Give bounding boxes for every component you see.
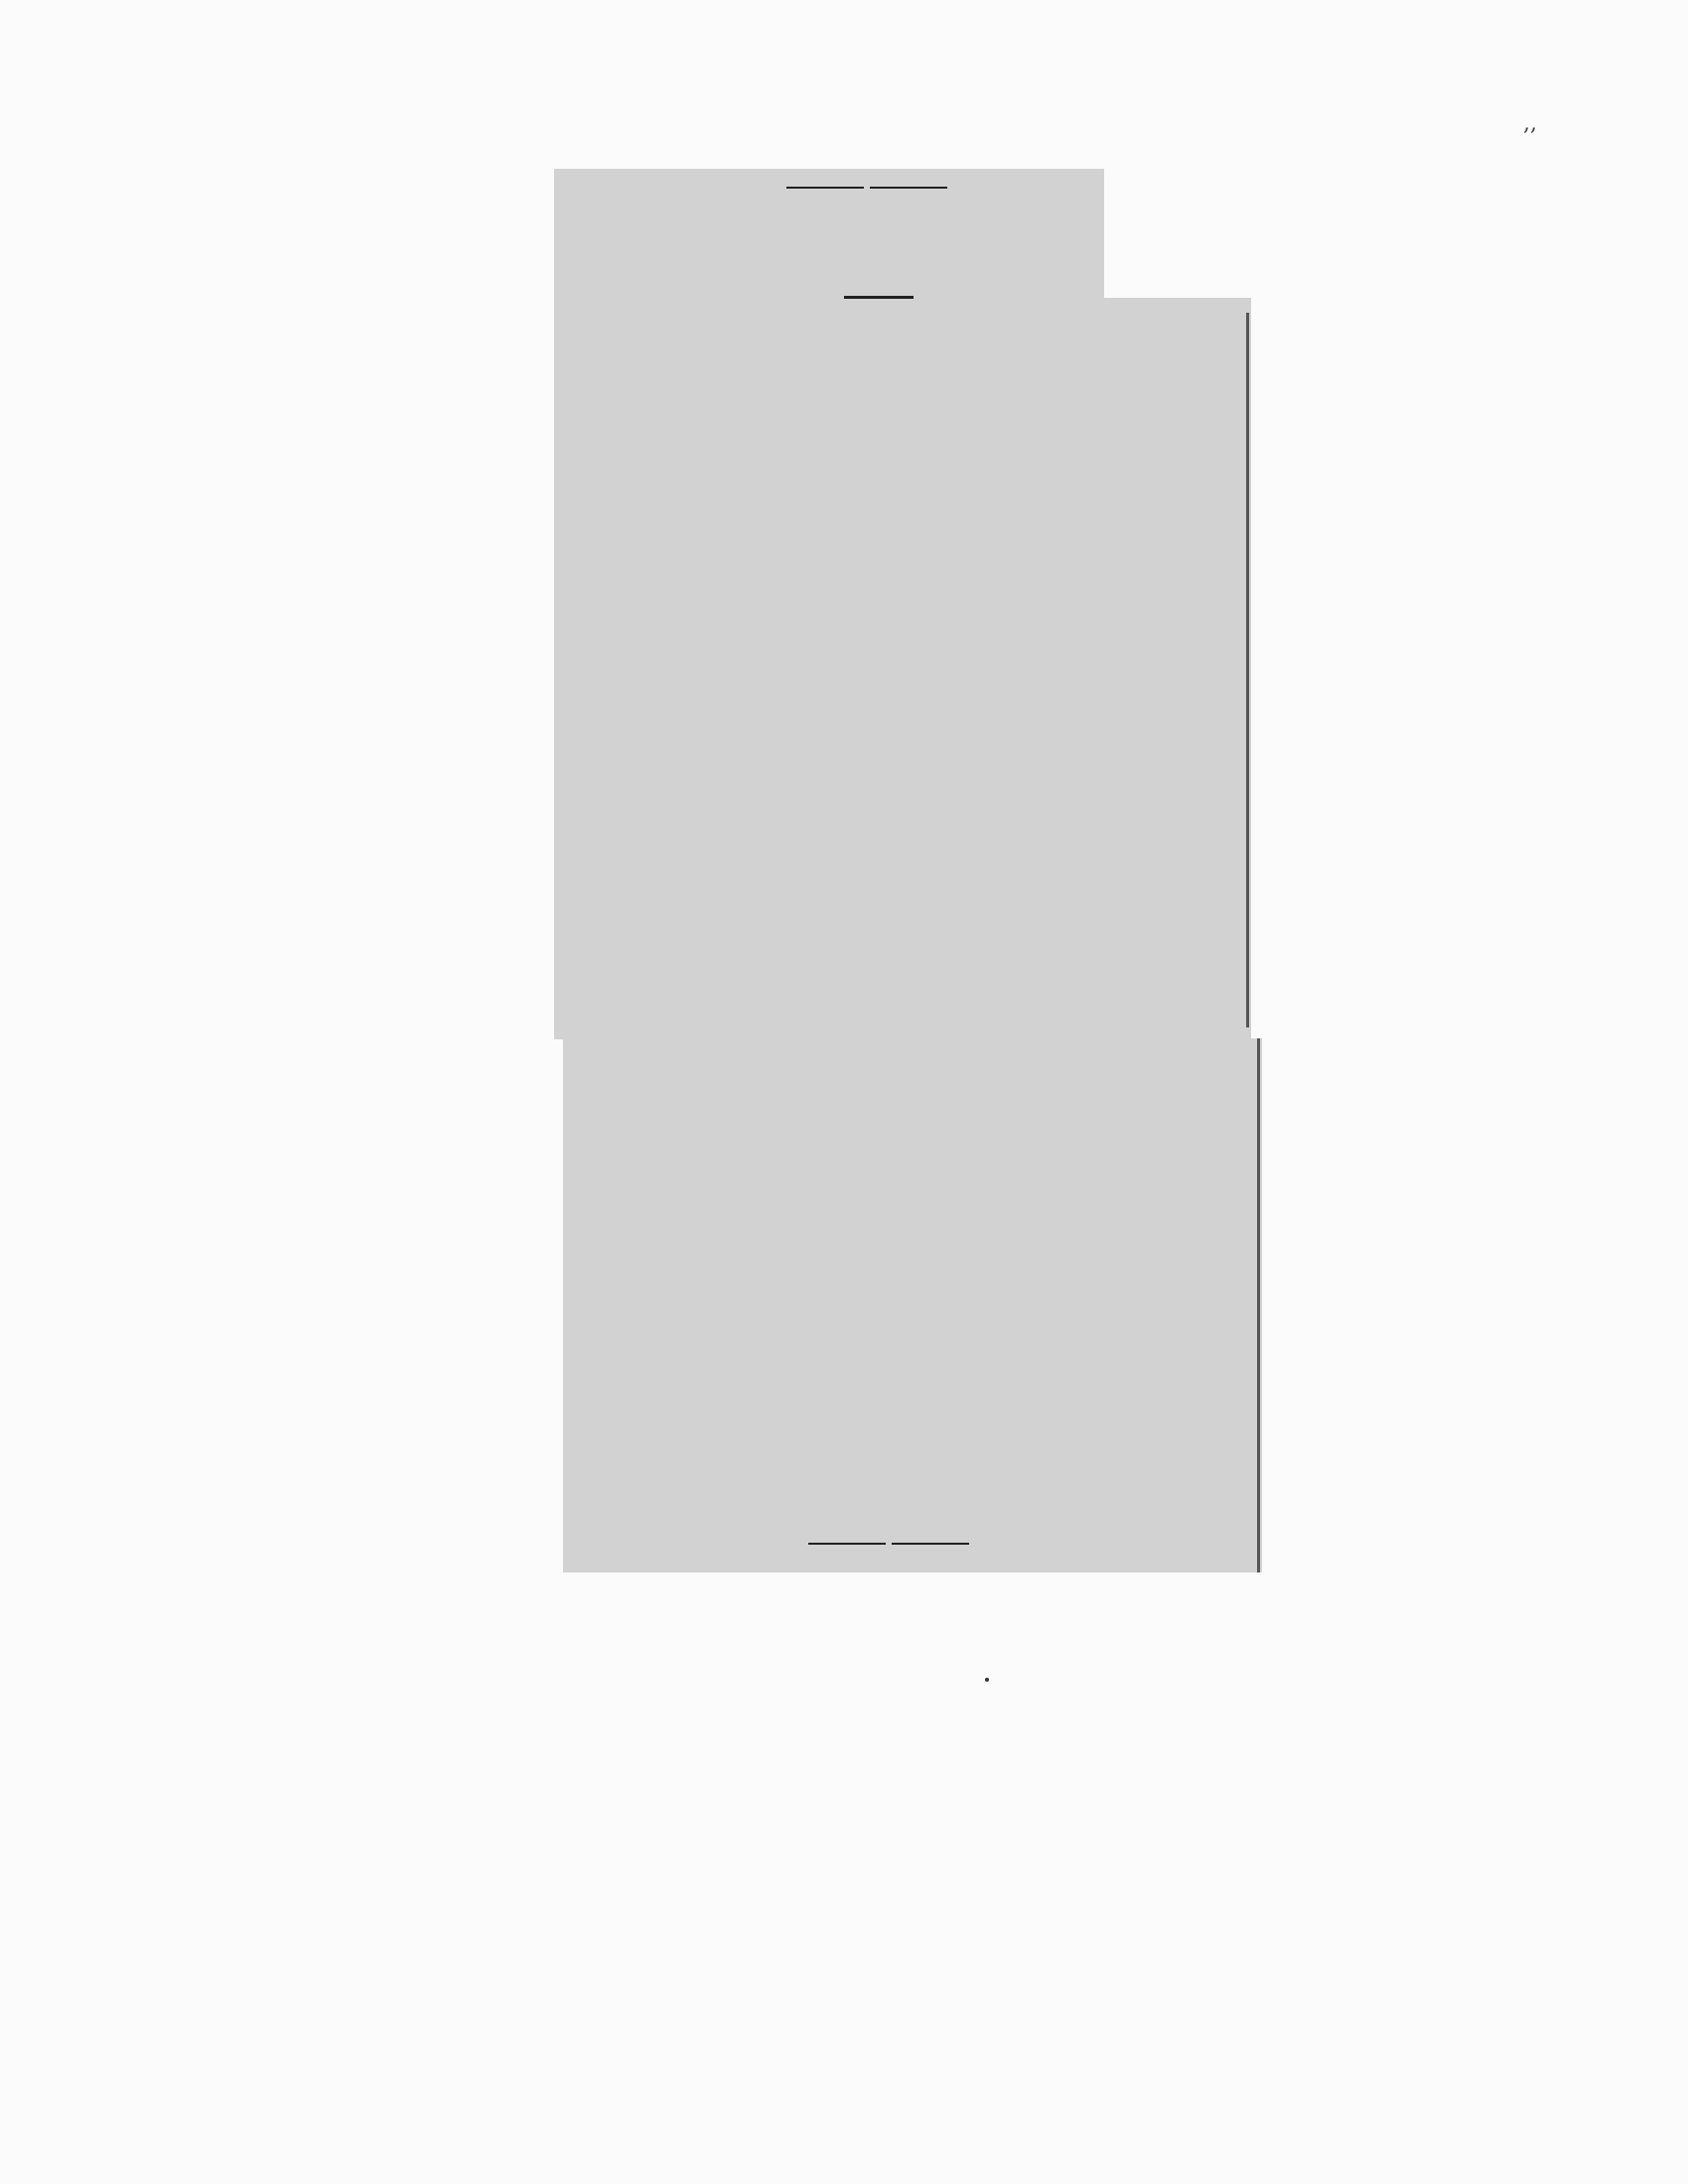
stray-speck [985,1678,989,1682]
separator-ornament [786,179,947,197]
column-rule [1246,313,1249,1027]
note-line [181,162,197,174]
handwritten-source-note [149,162,196,199]
note-line [149,162,196,199]
handwritten-name-note [1321,232,1444,298]
note-line [173,162,197,180]
headline-rule [844,296,914,299]
separator-ornament [808,1535,969,1553]
newspaper-clipping-top [554,169,1251,1039]
stray-mark: ,, [1523,111,1537,136]
newspaper-clipping-bottom [563,1038,1262,1572]
column-rule [1257,1038,1260,1572]
note-line [1321,232,1444,298]
note-line [1382,232,1444,265]
